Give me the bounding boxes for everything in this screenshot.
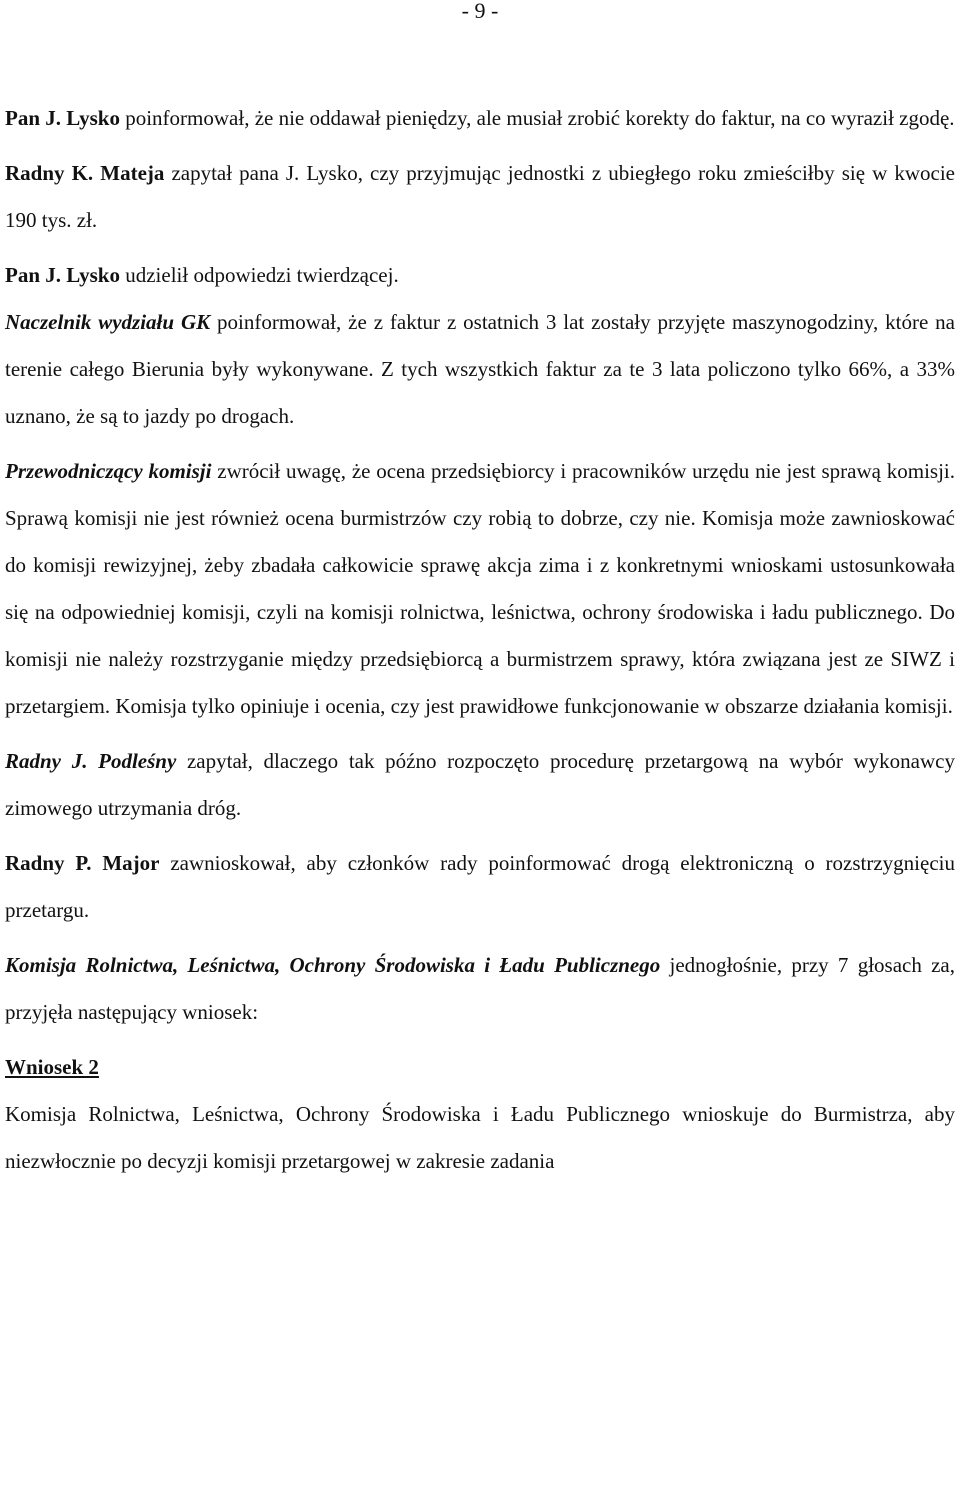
- paragraph-podlesny-question: [5, 738, 955, 832]
- speaker-name: Pan J. Lysko: [5, 106, 120, 130]
- paragraph-lysko-corrections: [5, 95, 955, 142]
- page-number: - 9 -: [461, 0, 499, 23]
- paragraph-motion-text: [5, 1091, 955, 1185]
- paragraph-major-motion: [5, 840, 955, 934]
- speaker-name: Pan J. Lysko: [5, 263, 120, 287]
- paragraph-text: udzielił odpowiedzi twierdzącej.: [119, 263, 399, 287]
- paragraph-przewodniczacy: [5, 448, 955, 730]
- paragraph-text: zawnioskował, aby członków rady poinformować drogą elektroniczną o rozstrzygnięciu przetargu.: [5, 851, 955, 922]
- paragraph-lysko-answer: [5, 252, 955, 299]
- paragraph-text: zapytał pana J. Lysko, czy przyjmując jednostki z ubiegłego roku zmieściłby się w kwocie 190 tys. zł.: [5, 161, 955, 232]
- paragraph-text: poinformował, że nie oddawał pieniędzy, ale musiał zrobić korekty do faktur, na co wyraził zgodę.: [119, 106, 955, 130]
- paragraph-text: jednogłośnie, przy 7 głosach za, przyjęła następujący wniosek:: [5, 953, 956, 1024]
- paragraph-text: zwrócił uwagę, że ocena przedsiębiorcy i pracowników urzędu nie jest sprawą komisji. Sprawą komisji nie jest również ocena burmistrzów czy robią to dobrze, czy nie. Komisja może zawnioskować do komisji rewizyjnej, żeby zbadała całkowicie sprawę akcja zima i z konkretnymi wnioskami ustosunkowała się na odpowiedniej komisji, czyli na komisji rolnictwa, leśnictwa, ochrony środowiska i ładu publicznego. Do komisji nie należy rozstrzyganie między przedsiębiorcą a burmistrzem sprawy, która związana jest ze SIWZ i przetargiem. Komisja tylko opiniuje i ocenia, czy jest prawidłowe funkcjonowanie w obszarze działania komisji.: [5, 459, 955, 718]
- speaker-name: Przewodniczący komisji: [5, 459, 212, 483]
- paragraph-text: zapytał, dlaczego tak późno rozpoczęto procedurę przetargową na wybór wykonawcy zimowego utrzymania dróg.: [5, 749, 955, 820]
- paragraph-naczelnik: [5, 299, 955, 440]
- speaker-name: Radny P. Major: [5, 851, 160, 875]
- commission-name: Komisja Rolnictwa, Leśnictwa, Ochrony Środowiska i Ładu Publicznego: [5, 953, 661, 977]
- paragraph-text: poinformował, że z faktur z ostatnich 3 lat zostały przyjęte maszynogodziny, które na terenie całego Bierunia były wykonywane. Z tych wszystkich faktur za te 3 lata policzono tylko 66%, a 33% uznano, że są to jazdy po drogach.: [5, 310, 955, 428]
- motion-heading: [5, 1044, 955, 1091]
- speaker-name: Radny J. Podleśny: [5, 749, 177, 773]
- paragraph-text: Komisja Rolnictwa, Leśnictwa, Ochrony Środowiska i Ładu Publicznego wnioskuje do Burmistrza, aby niezwłocznie po decyzji komisji przetargowej w zakresie zadania: [5, 1102, 955, 1173]
- speaker-name: Naczelnik wydziału GK: [5, 310, 211, 334]
- paragraph-mateja-question: [5, 150, 955, 244]
- document-body: [5, 95, 955, 1185]
- motion-title: Wniosek 2: [5, 1055, 99, 1079]
- speaker-name: Radny K. Mateja: [5, 161, 165, 185]
- paragraph-commission-vote: [5, 942, 955, 1036]
